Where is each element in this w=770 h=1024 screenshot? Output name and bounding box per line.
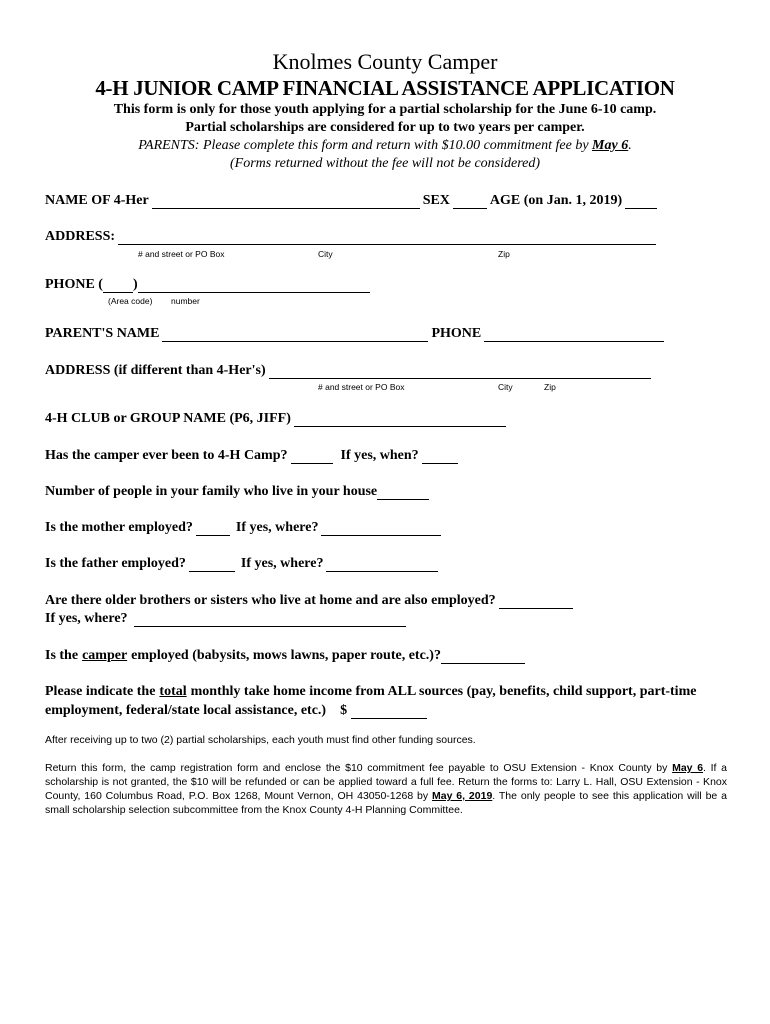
age-field[interactable] <box>625 196 657 209</box>
camper-employed-pre: Is the <box>45 648 79 663</box>
name-field[interactable] <box>152 196 420 209</box>
income-pre: Please indicate the <box>45 684 156 699</box>
camp-when-label: If yes, when? <box>340 448 419 463</box>
area-code-field[interactable] <box>103 280 133 293</box>
camper-employed-post: employed (babysits, mows lawns, paper route, etc.)? <box>131 648 441 663</box>
siblings-row <box>45 593 576 609</box>
parents-deadline: May 6 <box>592 138 629 153</box>
address-row <box>45 229 659 245</box>
address-sub-city: City <box>318 249 333 259</box>
siblings-where-label: If yes, where? <box>45 611 128 626</box>
alt-sub-street: # and street or PO Box <box>318 382 405 392</box>
club-label: 4-H CLUB or GROUP NAME (P6, JIFF) <box>45 411 291 426</box>
alt-address-field[interactable] <box>269 366 651 379</box>
after-note: After receiving up to two (2) partial scholarships, each youth must find other funding sources. <box>45 734 476 746</box>
forms-note: (Forms returned without the fee will not be considered) <box>229 156 541 171</box>
father-where-field[interactable] <box>326 559 438 572</box>
return-deadline-1: May 6 <box>672 762 704 774</box>
parent-phone-label: PHONE <box>431 326 482 341</box>
club-field[interactable] <box>294 414 506 427</box>
camper-employed-word: camper <box>82 648 128 663</box>
return-text-pre: Return this form, the camp registration form and enclose the $10 commitment fee payable to OSU Extension - Knox County by <box>45 762 668 774</box>
name-row <box>45 193 660 209</box>
income-row <box>45 684 696 700</box>
intro-line-2: Partial scholarships are considered for up to two years per camper. <box>185 120 585 135</box>
income-dollar: $ <box>340 703 348 718</box>
address-label: ADDRESS: <box>45 229 116 244</box>
club-row <box>45 411 509 427</box>
family-label: Number of people in your family who live in your house <box>45 484 378 499</box>
phone-sub-number: number <box>171 296 200 306</box>
camper-employed-field[interactable] <box>441 651 525 664</box>
sex-label: SEX <box>422 193 450 208</box>
siblings-field[interactable] <box>499 596 573 609</box>
parent-name-field[interactable] <box>162 329 428 342</box>
parent-row <box>45 326 667 342</box>
father-label: Is the father employed? <box>45 556 186 571</box>
phone-label: PHONE ( <box>45 277 103 292</box>
camp-before-label: Has the camper ever been to 4-H Camp? <box>45 448 288 463</box>
mother-row <box>45 520 444 536</box>
alt-address-row <box>45 363 654 379</box>
alt-sub-city: City <box>498 382 513 392</box>
mother-label: Is the mother employed? <box>45 520 193 535</box>
father-row <box>45 556 441 572</box>
county-heading: Knolmes County Camper <box>272 49 498 74</box>
camper-employed-row <box>45 648 528 664</box>
address-sub-zip: Zip <box>498 249 510 259</box>
return-text-post: . The only people to see this application will be a small scholarship selection subcommittee from the Knox County 4-H Planning Committee. <box>45 790 727 816</box>
father-where-label: If yes, where? <box>240 556 324 571</box>
siblings-where-row <box>45 611 409 627</box>
parents-note <box>0 138 770 154</box>
alt-sub-zip: Zip <box>544 382 556 392</box>
family-row <box>45 484 432 500</box>
address-sub-street: # and street or PO Box <box>138 249 225 259</box>
income-total-word: total <box>159 684 187 699</box>
return-text-mid: . If a scholarship is not granted, the $10 will be refunded or can be applied toward a full fee. Return the forms to: Larry L. Hall, OSU Extension - Knox County, 160 Columbus Road, P.O. Box 1268, Mount Vernon, OH 43050-1268 by <box>45 762 727 802</box>
siblings-label: Are there older brothers or sisters who live at home and are also employed? <box>45 593 496 608</box>
phone-paren: ) <box>132 277 138 292</box>
camp-before-field[interactable] <box>291 451 333 464</box>
parents-note-end: . <box>628 138 632 153</box>
father-employed-field[interactable] <box>189 559 235 572</box>
income-post: monthly take home income from ALL sources (pay, benefits, child support, part-time <box>190 684 697 699</box>
income-line-2: employment, federal/state local assistance, etc.) <box>45 703 327 718</box>
mother-employed-field[interactable] <box>196 523 230 536</box>
phone-sub-area: (Area code) <box>108 296 153 306</box>
siblings-where-field[interactable] <box>134 614 406 627</box>
parent-name-label: PARENT'S NAME <box>45 326 160 341</box>
age-label: AGE (on Jan. 1, 2019) <box>489 193 623 208</box>
camp-before-row <box>45 448 461 464</box>
return-deadline-2: May 6, 2019 <box>432 790 493 802</box>
income-row-2 <box>45 703 430 719</box>
form-title: 4-H JUNIOR CAMP FINANCIAL ASSISTANCE APPLICATION <box>95 76 675 100</box>
address-field[interactable] <box>118 232 656 245</box>
mother-where-field[interactable] <box>321 523 441 536</box>
name-label: NAME OF 4-Her <box>45 193 149 208</box>
phone-row <box>45 277 370 293</box>
parent-phone-field[interactable] <box>484 329 664 342</box>
phone-number-field[interactable] <box>138 280 370 293</box>
family-field[interactable] <box>377 487 429 500</box>
sex-field[interactable] <box>453 196 487 209</box>
intro-line-1: This form is only for those youth applying for a partial scholarship for the June 6-10 camp. <box>113 102 657 117</box>
alt-address-label: ADDRESS (if different than 4-Her's) <box>45 363 266 378</box>
return-note <box>45 761 727 817</box>
camp-when-field[interactable] <box>422 451 458 464</box>
parents-note-text: PARENTS: Please complete this form and return with $10.00 commitment fee by <box>138 138 589 153</box>
income-field[interactable] <box>351 706 427 719</box>
mother-where-label: If yes, where? <box>235 520 319 535</box>
